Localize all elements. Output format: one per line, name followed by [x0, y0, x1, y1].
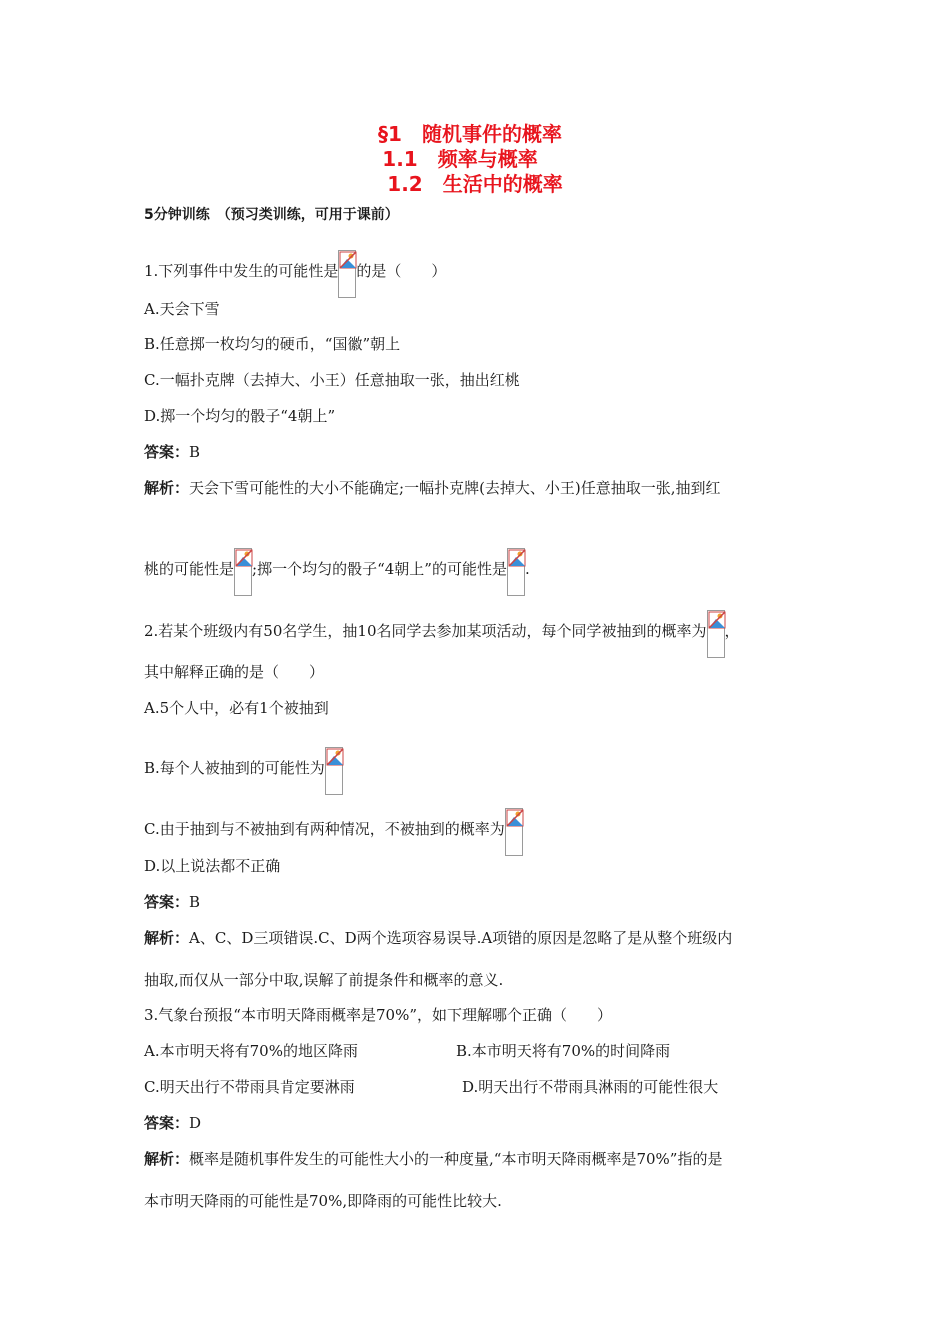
subtitle-1: 1.1 频率与概率	[382, 147, 538, 171]
q2-analysis-line1: 解析：A、C、D三项错误.C、D两个选项容易误导.A项错的原因是忽略了是从整个班级内	[144, 929, 733, 947]
q3-option-c: C.明天出行不带雨具肯定要淋雨	[144, 1078, 355, 1096]
q2-option-b: B.每个人被抽到的可能性为	[144, 747, 343, 795]
q1-option-b: B.任意掷一枚均匀的硬币，“国徽”朝上	[144, 335, 401, 353]
q3-analysis-line2: 本市明天降雨的可能性是70%,即降雨的可能性比较大.	[144, 1192, 502, 1210]
q2-answer: 答案：B	[144, 893, 201, 911]
q3-option-d: D.明天出行不带雨具淋雨的可能性很大	[462, 1078, 719, 1096]
q1-analysis-line1: 解析：天会下雪可能性的大小不能确定;一幅扑克牌(去掉大、小王)任意抽取一张,抽到红	[144, 479, 721, 497]
broken-image-icon	[325, 747, 343, 795]
q2-option-c: C.由于抽到与不被抽到有两种情况，不被抽到的概率为	[144, 808, 523, 856]
q2-stem-line1: 2.若某个班级内有50名学生，抽10名同学去参加某项活动，每个同学被抽到的概率为 ，	[144, 610, 740, 658]
section-heading: 5分钟训练 （预习类训练，可用于课前）	[144, 207, 399, 223]
q2-option-d: D.以上说法都不正确	[144, 857, 281, 875]
q1-option-d: D.掷一个均匀的骰子“4朝上”	[144, 407, 336, 425]
q1-answer: 答案：B	[144, 443, 201, 461]
main-title: §1 随机事件的概率	[378, 122, 562, 146]
q3-option-a: A.本市明天将有70%的地区降雨	[144, 1042, 358, 1060]
q3-answer: 答案：D	[144, 1114, 202, 1132]
q3-option-b: B.本市明天将有70%的时间降雨	[456, 1042, 671, 1060]
broken-image-icon	[707, 610, 725, 658]
broken-image-icon	[234, 548, 252, 596]
q1-stem: 1.下列事件中发生的可能性是 的是（ ）	[144, 250, 446, 298]
title-block	[0, 122, 950, 197]
q1-option-c: C.一幅扑克牌（去掉大、小王）任意抽取一张，抽出红桃	[144, 371, 520, 389]
q2-stem-line2: 其中解释正确的是（ ）	[144, 663, 325, 681]
q1-option-a: A.天会下雪	[144, 300, 220, 318]
q2-option-a: A.5个人中，必有1个被抽到	[144, 699, 329, 717]
broken-image-icon	[338, 250, 356, 298]
q1-analysis-line2: 桃的可能性是 ;掷一个均匀的骰子“4朝上”的可能性是 .	[144, 548, 530, 596]
broken-image-icon	[505, 808, 523, 856]
q2-analysis-line2: 抽取,而仅从一部分中取,误解了前提条件和概率的意义.	[144, 971, 504, 989]
subtitle-2: 1.2 生活中的概率	[387, 172, 563, 196]
q3-analysis-line1: 解析：概率是随机事件发生的可能性大小的一种度量,“本市明天降雨概率是70%”指的是	[144, 1150, 723, 1168]
broken-image-icon	[507, 548, 525, 596]
q3-stem: 3.气象台预报“本市明天降雨概率是70%”，如下理解哪个正确（ ）	[144, 1006, 612, 1024]
